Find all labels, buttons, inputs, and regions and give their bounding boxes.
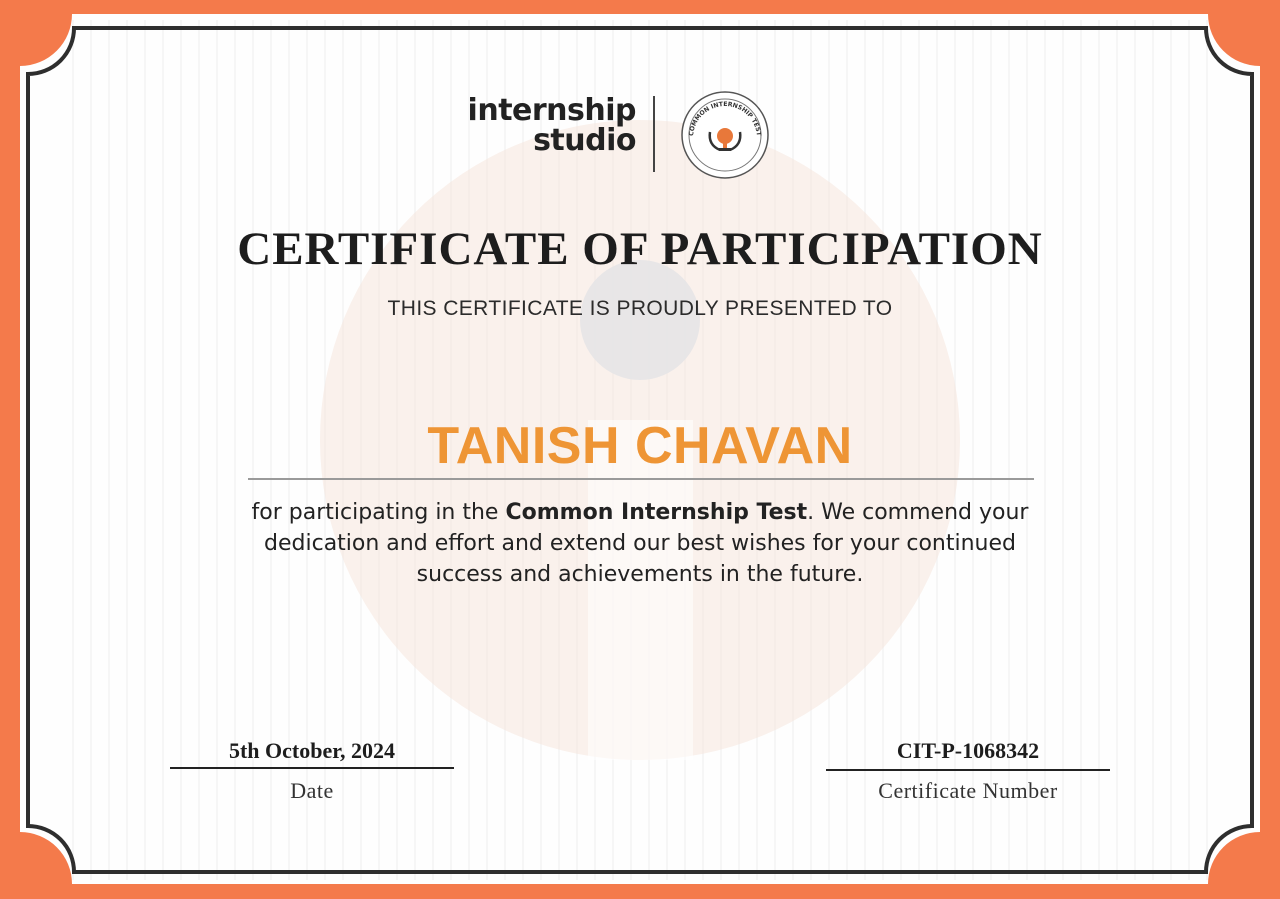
internship-studio-logo — [466, 93, 636, 158]
certificate-body — [240, 497, 1040, 590]
date-value: 5th October, 2024 — [228, 738, 395, 763]
logo-wordmark-line2: studio — [533, 123, 636, 158]
certificate-title: CERTIFICATE OF PARTICIPATION — [237, 223, 1043, 275]
certificate-number-line — [826, 769, 1110, 771]
certificate-number-value: CIT-P-1068342 — [896, 738, 1040, 763]
date-label: Date — [290, 778, 334, 803]
recipient-underline — [248, 478, 1034, 480]
certificate-number-label: Certificate Number — [878, 778, 1058, 803]
body-text-before: for participating in the — [251, 500, 506, 525]
body-text-test-name: Common Internship Test — [505, 500, 808, 525]
common-internship-test-seal — [680, 90, 770, 180]
recipient-name: TANISH CHAVAN — [427, 417, 853, 475]
date-line — [170, 767, 454, 769]
certificate-subtitle: THIS CERTIFICATE IS PROUDLY PRESENTED TO — [387, 297, 893, 320]
body-text-after: . We commend your dedication and effort and extend our best wishes for your continued success and achievements in the future. — [264, 500, 1029, 587]
logo-divider — [653, 96, 655, 172]
seal-text: COMMON INTERNSHIP TEST — [688, 100, 762, 137]
logo-wordmark-line1: internship — [467, 93, 636, 128]
